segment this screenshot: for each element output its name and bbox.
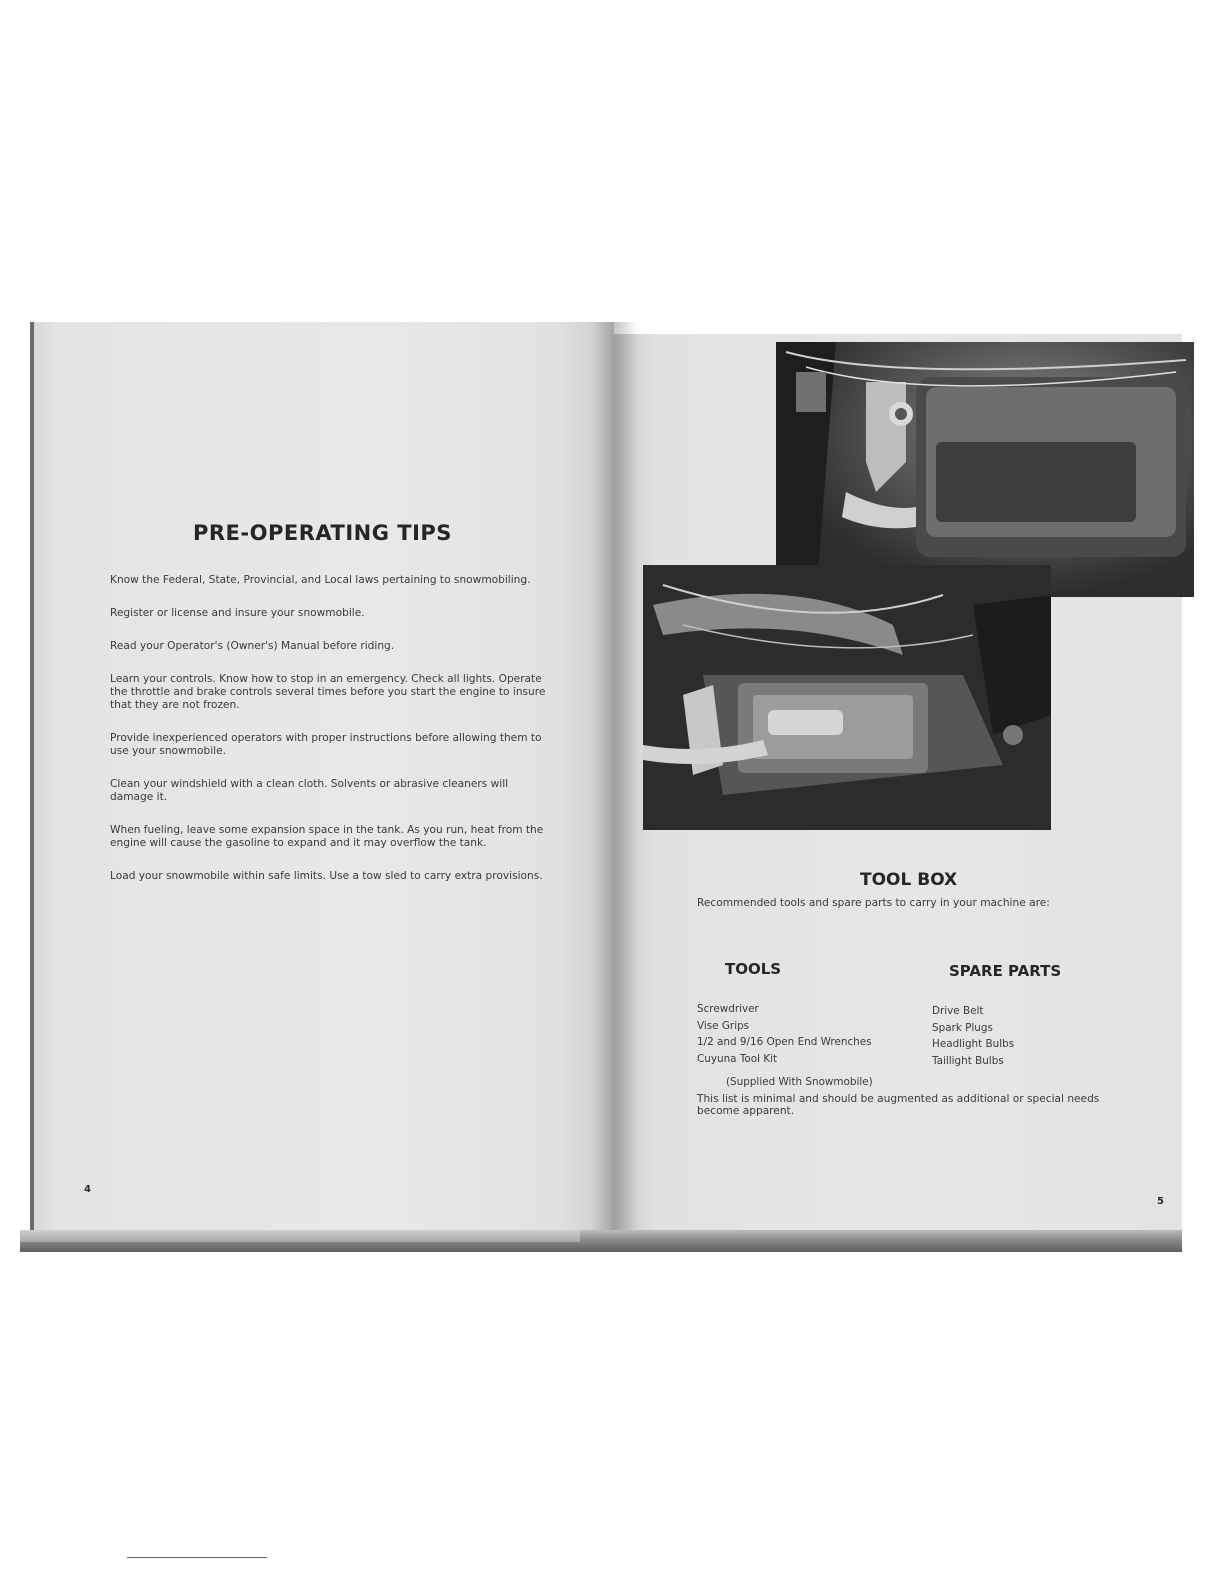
list-item: Screwdriver xyxy=(697,1003,759,1015)
list-item: Spark Plugs xyxy=(932,1021,993,1034)
tip-item: Know the Federal, State, Provincial, and Local laws pertaining to snowmobiling. xyxy=(110,574,531,586)
tool-box-intro: Recommended tools and spare parts to carry in your machine are: xyxy=(697,897,1050,909)
closing-note: This list is minimal and should be augmented as additional or special needs become apparent. xyxy=(697,1093,1100,1117)
tools-list xyxy=(697,1001,872,1067)
toolbox-photo-top-drawing xyxy=(776,342,1194,597)
page-number-right: 5 xyxy=(1157,1196,1164,1207)
toolbox-photo-bottom xyxy=(643,565,1051,830)
list-item: Vise Grips xyxy=(697,1019,750,1032)
tools-heading: TOOLS xyxy=(725,960,782,978)
list-item: Drive Belt xyxy=(932,1005,984,1017)
left-page-bottom-edge xyxy=(20,1230,580,1242)
book-gutter xyxy=(592,322,638,1237)
tool-box-title: TOOL BOX xyxy=(860,870,958,890)
list-item: Headlight Bulbs xyxy=(932,1038,1015,1050)
tips-list xyxy=(110,574,548,903)
pre-operating-tips-title: PRE-OPERATING TIPS xyxy=(193,521,452,545)
list-item: Taillight Bulbs xyxy=(932,1054,1004,1067)
footnote-separator xyxy=(127,1557,267,1558)
tip-item: Provide inexperienced operators with proper instructions before allowing them to use your snowmobile. xyxy=(110,732,542,757)
toolbox-photo-bottom-drawing xyxy=(643,565,1051,830)
tip-item: When fueling, leave some expansion space in the tank. As you run, heat from the engine will cause the gasoline to expand and it may overflow the tank. xyxy=(110,824,544,849)
tip-item: Load your snowmobile within safe limits. Use a tow sled to carry extra provisions. xyxy=(110,870,543,882)
tools-note: (Supplied With Snowmobile) xyxy=(726,1076,873,1088)
list-item: 1/2 and 9/16 Open End Wrenches xyxy=(697,1036,872,1048)
tip-item: Clean your windshield with a clean cloth. Solvents or abrasive cleaners will damage it. xyxy=(110,778,509,803)
toolbox-photo-top xyxy=(776,342,1194,597)
tip-item: Read your Operator's (Owner's) Manual before riding. xyxy=(110,640,395,652)
list-item: Cuyuna Tool Kit xyxy=(697,1052,778,1065)
spare-parts-heading: SPARE PARTS xyxy=(949,962,1062,980)
page-number-left: 4 xyxy=(84,1184,91,1195)
spare-parts-list xyxy=(932,1003,1014,1069)
tip-item: Learn your controls. Know how to stop in an emergency. Check all lights. Operate the throttle and brake controls several times before you start the engine to insure that they are not frozen. xyxy=(110,673,546,711)
tip-item: Register or license and insure your snowmobile. xyxy=(110,607,365,619)
